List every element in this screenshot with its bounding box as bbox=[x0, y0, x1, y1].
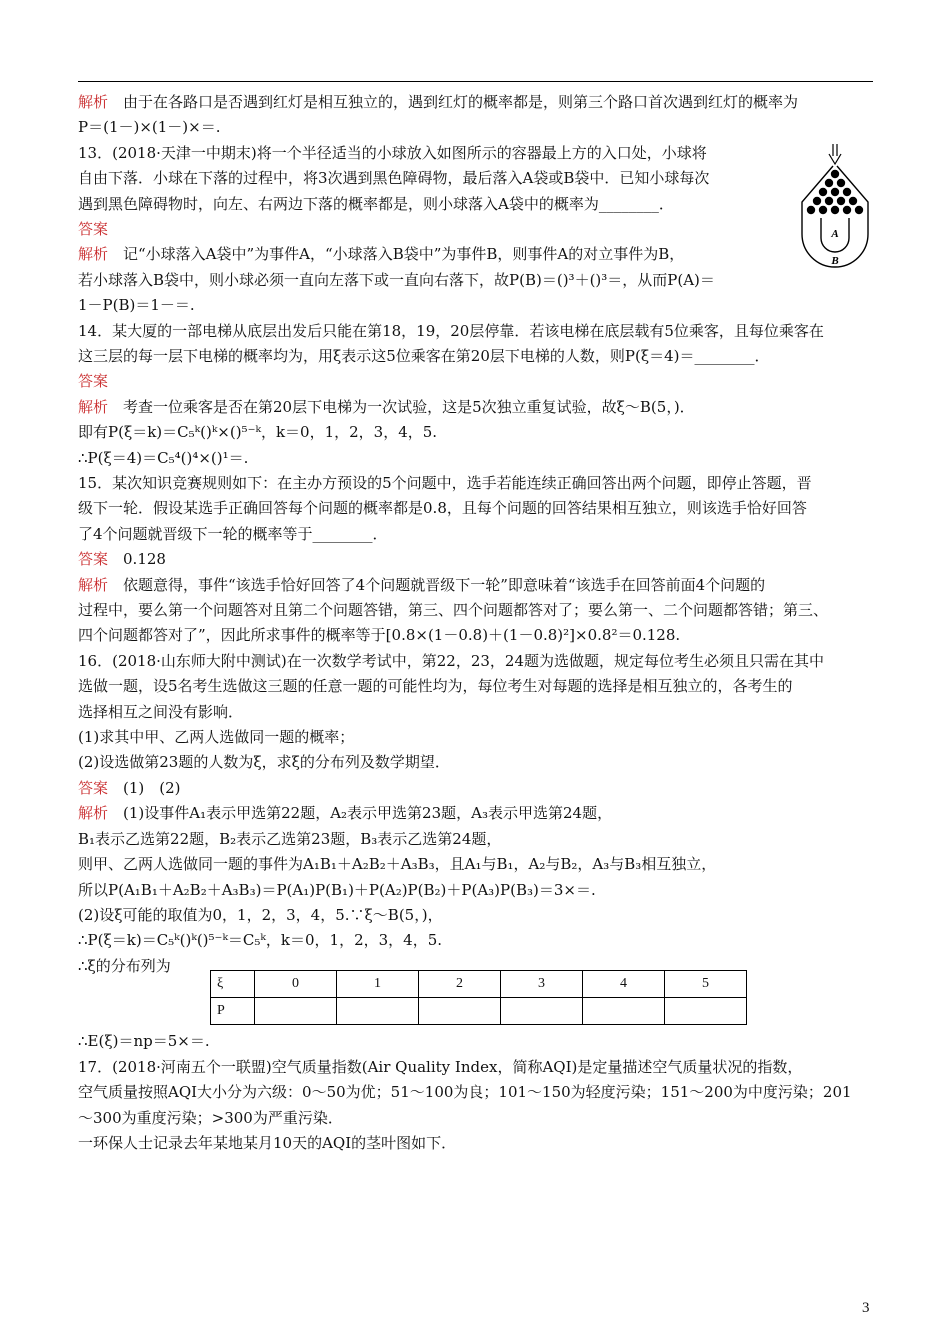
table-cell: 5 bbox=[665, 971, 747, 998]
text-line bbox=[78, 1082, 852, 1102]
table-cell bbox=[419, 998, 501, 1025]
ball-container-figure bbox=[796, 142, 874, 272]
line-text: (1)设事件A₁表示甲选第22题，A₂表示甲选第23题，A₃表示甲选第24题， bbox=[108, 804, 613, 822]
line-text: 16．(2018·山东师大附中测试)在一次数学考试中，第22，23，24题为选做题，规定每位考生必须且只需在其中 bbox=[78, 652, 824, 670]
line-text: 1－P(B)＝1－＝. bbox=[78, 296, 195, 314]
text-line bbox=[78, 194, 674, 214]
text-line bbox=[78, 473, 812, 493]
text-line bbox=[78, 854, 716, 874]
line-text: 空气质量按照AQI大小分为六级：0～50为优；51～100为良；101～150为轻度污染；151～200为中度污染；201 bbox=[78, 1083, 852, 1101]
table-cell: 2 bbox=[419, 971, 501, 998]
line-text: 考查一位乘客是否在第20层下电梯为一次试验，这是5次独立重复试验，故ξ～B(5，)． bbox=[108, 398, 695, 416]
line-text: 若小球落入B袋中，则小球必须一直向左落下或一直向右落下，故P(B)＝()³＋()³＝，从而P(A)＝ bbox=[78, 271, 715, 289]
table-cell: P bbox=[211, 998, 255, 1025]
page-number: 3 bbox=[862, 1300, 870, 1316]
text-line bbox=[78, 752, 450, 772]
line-text: P＝(1－)×(1－)×＝. bbox=[78, 118, 221, 136]
text-line bbox=[78, 346, 770, 366]
text-line bbox=[78, 371, 108, 391]
text-line bbox=[78, 1031, 210, 1051]
line-text: 0.128 bbox=[108, 550, 166, 568]
table-cell: 0 bbox=[255, 971, 337, 998]
line-text: 遇到黑色障碍物时，向左、右两边下落的概率都是，则小球落入A袋中的概率为________． bbox=[78, 195, 674, 213]
line-text: (2)设选做第23题的人数为ξ，求ξ的分布列及数学期望． bbox=[78, 753, 450, 771]
answer-tag: 答案 bbox=[78, 550, 109, 568]
line-text: 这三层的每一层下电梯的概率均为，用ξ表示这5位乘客在第20层下电梯的人数，则P(ξ＝4)＝________． bbox=[78, 347, 770, 365]
text-line bbox=[78, 168, 709, 188]
text-line bbox=[78, 956, 171, 976]
line-text: 依题意得，事件“该选手恰好回答了4个问题就晋级下一轮”即意味着“该选手在回答前面4个问题的 bbox=[108, 576, 766, 594]
line-text: (1) (2) bbox=[108, 779, 181, 797]
line-text: 15．某次知识竞赛规则如下：在主办方预设的5个问题中，选手若能连续正确回答出两个问题，即停止答题，晋 bbox=[78, 474, 812, 492]
text-line bbox=[78, 397, 695, 417]
text-line bbox=[78, 727, 354, 747]
text-line bbox=[78, 676, 793, 696]
line-text: ∴E(ξ)＝np＝5×＝. bbox=[78, 1032, 210, 1050]
table-cell: ξ bbox=[211, 971, 255, 998]
bag-b-label: B bbox=[831, 255, 839, 267]
table-cell bbox=[337, 998, 419, 1025]
text-line bbox=[78, 575, 765, 595]
table-cell: 1 bbox=[337, 971, 419, 998]
text-line bbox=[78, 600, 828, 620]
analysis-tag: 解析 bbox=[78, 804, 109, 822]
bag-a-label: A bbox=[831, 228, 839, 240]
text-line bbox=[78, 880, 596, 900]
line-text: (1)求其中甲、乙两人选做同一题的概率； bbox=[78, 728, 355, 746]
table-cell: 4 bbox=[583, 971, 665, 998]
line-text: ∴ξ的分布列为 bbox=[78, 957, 171, 975]
table-header-row bbox=[211, 971, 747, 998]
text-line bbox=[78, 625, 680, 645]
line-text: 17．(2018·河南五个一联盟)空气质量指数(Air Quality Index，简称AQI)是定量描述空气质量状况的指数， bbox=[78, 1058, 803, 1076]
line-text: (2)设ξ可能的取值为0，1，2，3，4，5.∵ξ～B(5，)， bbox=[78, 906, 443, 924]
text-line bbox=[78, 422, 437, 442]
text-line bbox=[78, 143, 707, 163]
line-text: ～300为重度污染；>300为严重污染． bbox=[78, 1109, 343, 1127]
text-line bbox=[78, 448, 248, 468]
line-text: 一环保人士记录去年某地某月10天的AQI的茎叶图如下． bbox=[78, 1134, 457, 1152]
text-line bbox=[78, 1108, 343, 1128]
text-line bbox=[78, 270, 715, 290]
text-line bbox=[78, 702, 243, 722]
line-text: 则甲、乙两人选做同一题的事件为A₁B₁＋A₂B₂＋A₃B₃，且A₁与B₁，A₂与B₂，A₃与B₃相互独立， bbox=[78, 855, 717, 873]
text-line bbox=[78, 498, 807, 518]
table-cell bbox=[501, 998, 583, 1025]
analysis-tag: 解析 bbox=[78, 93, 109, 111]
text-line bbox=[78, 803, 612, 823]
line-text: 过程中，要么第一个问题答对且第二个问题答错，第三、四个问题都答对了；要么第一、二个问题都答错；第三、 bbox=[78, 601, 829, 619]
line-text: 级下一轮．假设某选手正确回答每个问题的概率都是0.8，且每个问题的回答结果相互独立，则该选手恰好回答 bbox=[78, 499, 807, 517]
text-line bbox=[78, 905, 443, 925]
text-line bbox=[78, 1133, 456, 1153]
line-text: B₁表示乙选第22题，B₂表示乙选第23题，B₃表示乙选第24题， bbox=[78, 830, 502, 848]
table-cell bbox=[255, 998, 337, 1025]
line-text: 记“小球落入A袋中”为事件A，“小球落入B袋中”为事件B，则事件A的对立事件为B， bbox=[108, 245, 685, 263]
answer-tag: 答案 bbox=[78, 372, 109, 390]
text-line bbox=[78, 778, 181, 798]
line-text: 13．(2018·天津一中期末)将一个半径适当的小球放入如图所示的容器最上方的入口处，小球将 bbox=[78, 144, 707, 162]
text-line bbox=[78, 1057, 802, 1077]
analysis-tag: 解析 bbox=[78, 245, 109, 263]
line-text: 自由下落．小球在下落的过程中，将3次遇到黑色障碍物，最后落入A袋或B袋中．已知小球每次 bbox=[78, 169, 710, 187]
text-line bbox=[78, 829, 501, 849]
text-line bbox=[78, 930, 442, 950]
text-line bbox=[78, 524, 388, 544]
distribution-table bbox=[210, 970, 747, 1025]
analysis-tag: 解析 bbox=[78, 398, 109, 416]
answer-tag: 答案 bbox=[78, 220, 109, 238]
header-rule bbox=[78, 81, 873, 82]
text-line bbox=[78, 549, 166, 569]
line-text: 了4个问题就晋级下一轮的概率等于________． bbox=[78, 525, 388, 543]
answer-tag: 答案 bbox=[78, 779, 109, 797]
table-cell bbox=[665, 998, 747, 1025]
line-text: 所以P(A₁B₁＋A₂B₂＋A₃B₃)＝P(A₁)P(B₁)＋P(A₂)P(B₂)＋P(A₃)P(B₃)＝3×＝. bbox=[78, 881, 596, 899]
line-text: 选择相互之间没有影响． bbox=[78, 703, 244, 721]
table-row bbox=[211, 998, 747, 1025]
table-cell: 3 bbox=[501, 971, 583, 998]
text-line bbox=[78, 219, 108, 239]
table-cell bbox=[583, 998, 665, 1025]
text-line bbox=[78, 321, 824, 341]
text-line bbox=[78, 117, 221, 137]
line-text: 由于在各路口是否遇到红灯是相互独立的，遇到红灯的概率都是，则第三个路口首次遇到红灯的概率为 bbox=[108, 93, 799, 111]
text-line bbox=[78, 92, 798, 112]
text-line bbox=[78, 295, 195, 315]
line-text: 14．某大厦的一部电梯从底层出发后只能在第18，19，20层停靠．若该电梯在底层载有5位乘客，且每位乘客在 bbox=[78, 322, 824, 340]
line-text: 选做一题，设5名考生选做这三题的任意一题的可能性均为，每位考生对每题的选择是相互独立的，各考生的 bbox=[78, 677, 793, 695]
line-text: ∴P(ξ＝4)＝C₅⁴()⁴×()¹＝. bbox=[78, 449, 249, 467]
line-text: 即有P(ξ＝k)＝C₅ᵏ()ᵏ×()⁵⁻ᵏ，k＝0，1，2，3，4，5. bbox=[78, 423, 438, 441]
line-text: 四个问题都答对了”，因此所求事件的概率等于[0.8×(1－0.8)＋(1－0.8)²]×0.8²＝0.128. bbox=[78, 626, 681, 644]
line-text: ∴P(ξ＝k)＝C₅ᵏ()ᵏ()⁵⁻ᵏ＝C₅ᵏ，k＝0，1，2，3，4，5. bbox=[78, 931, 443, 949]
analysis-tag: 解析 bbox=[78, 576, 109, 594]
text-line bbox=[78, 244, 684, 264]
text-line bbox=[78, 651, 824, 671]
